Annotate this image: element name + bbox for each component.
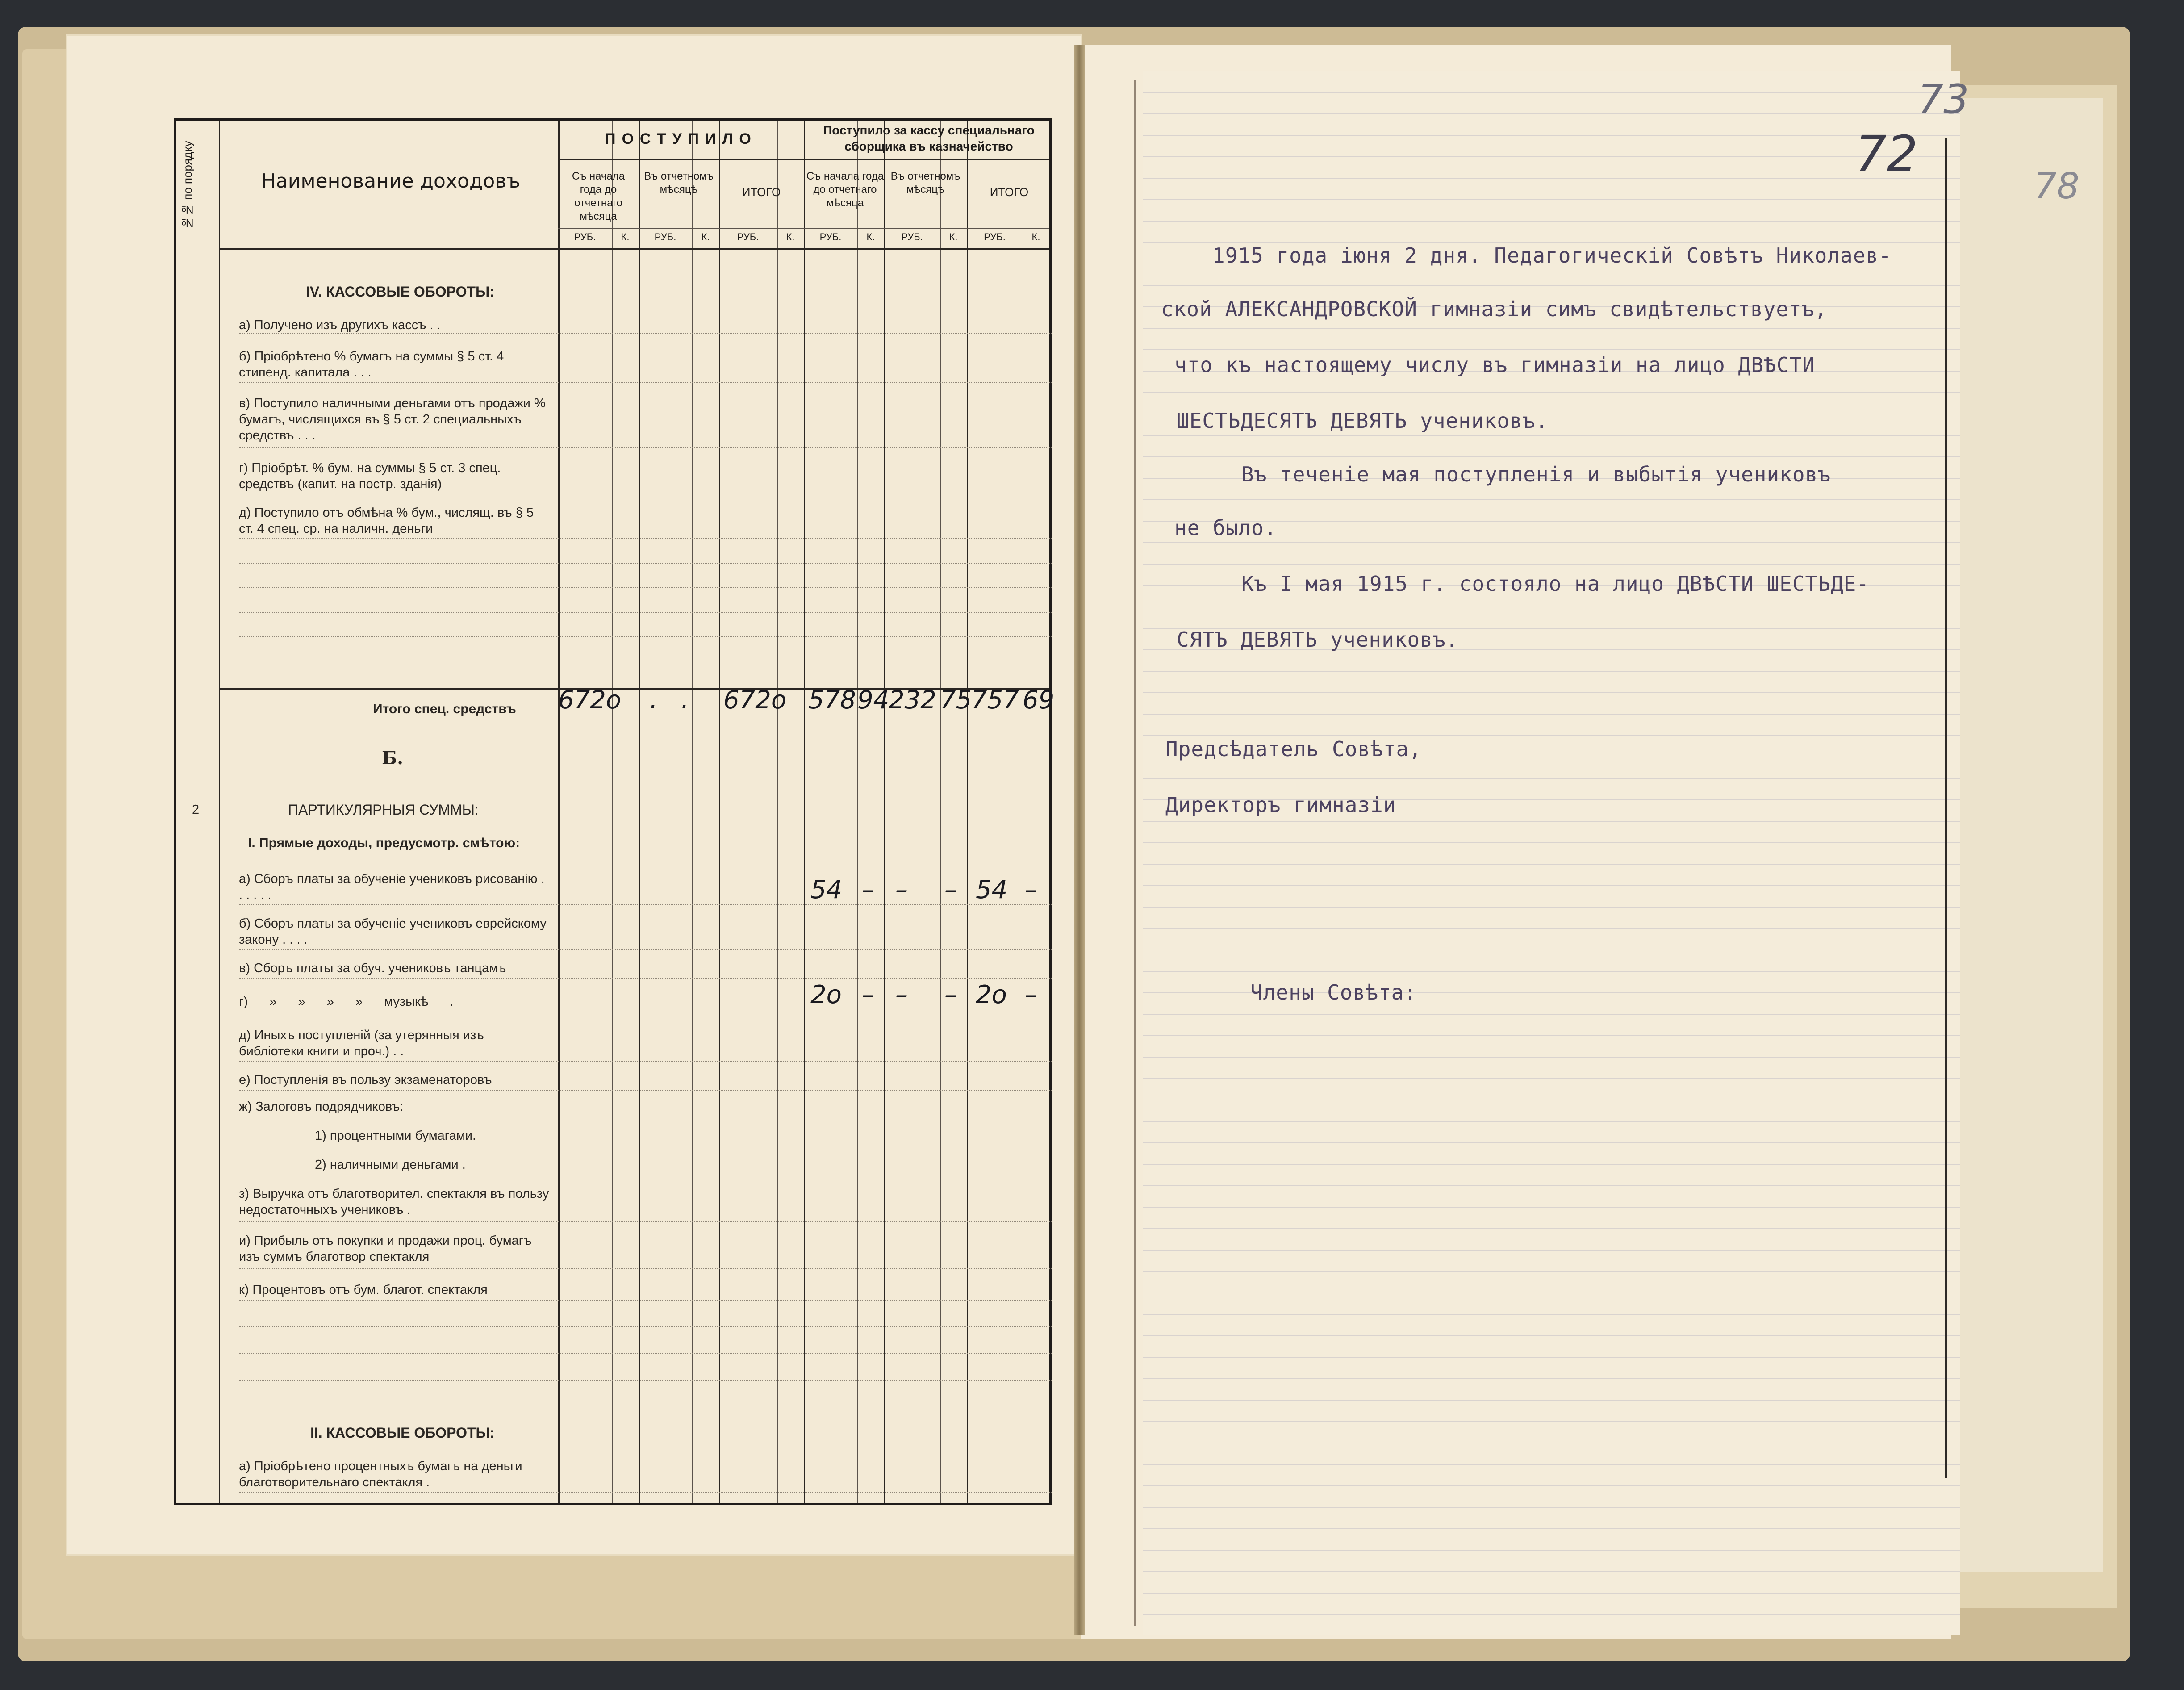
row-rule bbox=[239, 1221, 1052, 1222]
row-g-c6: 2о bbox=[976, 980, 1007, 1009]
row-iv-a: а) Получено изъ другихъ кассъ . . bbox=[239, 318, 441, 332]
row-rule bbox=[239, 587, 1052, 588]
folio-number-old: 72 bbox=[1855, 125, 1918, 182]
sub-report-month-2: Въ отчетномъ мѣсяцѣ bbox=[890, 170, 960, 196]
row-a-c6: 54 bbox=[976, 875, 1008, 904]
row-g-c4k: – bbox=[862, 980, 874, 1009]
row-rule bbox=[239, 382, 1052, 383]
row-rule bbox=[239, 1090, 1052, 1091]
rub-label: РУБ. bbox=[574, 231, 596, 243]
col-divider bbox=[719, 121, 720, 1503]
letter-line-3: что къ настоящему числу въ гимназіи на лицо ДВѢСТИ bbox=[1174, 353, 1815, 377]
row-rule bbox=[239, 447, 1052, 448]
header-rule bbox=[558, 159, 1049, 160]
row-rule bbox=[239, 1353, 1052, 1354]
section-iv-title: IV. КАССОВЫЕ ОБОРОТЫ: bbox=[306, 284, 495, 300]
sub-total: ИТОГО bbox=[742, 185, 781, 199]
row-a-c4: 54 bbox=[810, 875, 843, 904]
total-c2k-dot: . bbox=[681, 686, 689, 715]
row-iv-v: в) Поступило наличными деньгами отъ продажи % бумагъ, числящихся въ § 5 ст. 2 специальныхъ средствъ . . . bbox=[239, 396, 546, 443]
row-rule bbox=[239, 538, 1052, 539]
letter-line-6: не было. bbox=[1174, 516, 1277, 540]
sub-report-month: Въ отчетномъ мѣсяцѣ bbox=[644, 170, 714, 196]
col-divider bbox=[804, 121, 805, 1503]
kop-label: К. bbox=[621, 231, 630, 243]
total-c3: 672о bbox=[723, 686, 787, 715]
row-g-c6k: – bbox=[1025, 980, 1037, 1009]
book-spine bbox=[1074, 45, 1085, 1635]
row-g-c4: 2о bbox=[810, 980, 842, 1009]
row-g-c5k: – bbox=[944, 980, 957, 1009]
kop-label: К. bbox=[866, 231, 875, 243]
row-b-e: е) Поступленія въ пользу экзаменаторовъ bbox=[239, 1073, 492, 1087]
total-c5-kop: 75 bbox=[940, 686, 972, 715]
row-b-a: а) Сборъ платы за обученіе учениковъ рисованію . . . . . . bbox=[239, 872, 545, 902]
letter-line-4: ШЕСТЬДЕСЯТЪ ДЕВЯТЬ учениковъ. bbox=[1177, 409, 1549, 433]
col-divider bbox=[219, 121, 220, 1503]
group-treasury-header: Поступило за кассу специальнаго сборщика въ казначейство bbox=[823, 123, 1035, 153]
letter-line-5: Въ теченіе мая поступленія и выбытія учениковъ bbox=[1241, 462, 1831, 486]
section-b-i: I. Прямые доходы, предусмотр. смѣтою: bbox=[248, 836, 520, 850]
members-signature-line: Члены Совѣта: bbox=[1250, 980, 1417, 1004]
row-a-c5k: – bbox=[944, 875, 957, 904]
row-iv-d: д) Поступило отъ обмѣна % бум., числящ. въ § 5 ст. 4 спец. ср. на наличн. деньги bbox=[239, 506, 534, 536]
folio-number-new: 73 bbox=[1918, 76, 1969, 123]
row-rule bbox=[239, 978, 1052, 979]
chairman-signature-line: Предсѣдатель Совѣта, bbox=[1165, 737, 1422, 761]
total-c4-kop: 94 bbox=[857, 686, 889, 715]
rub-label: РУБ. bbox=[901, 231, 923, 243]
row-rule bbox=[239, 1268, 1052, 1269]
col-divider bbox=[884, 121, 885, 1503]
rub-label: РУБ. bbox=[819, 231, 842, 243]
right-frame-line bbox=[1945, 138, 1947, 1478]
row-rule bbox=[239, 1326, 1052, 1327]
kop-label: К. bbox=[701, 231, 710, 243]
row-b-i: и) Прибыль отъ покупки и продажи проц. бумагъ изъ суммъ благотвор спектакля bbox=[239, 1234, 532, 1264]
row-b-d: д) Иныхъ поступленій (за утерянныя изъ библіотеки книги и проч.) . . bbox=[239, 1028, 484, 1058]
row-g-c5: – bbox=[895, 980, 908, 1009]
section-b-letter: Б. bbox=[382, 748, 404, 769]
rub-label: РУБ. bbox=[654, 231, 676, 243]
margin-line bbox=[1134, 80, 1136, 1626]
row-rule bbox=[239, 1300, 1052, 1301]
kop-label: К. bbox=[949, 231, 958, 243]
director-signature-line: Директоръ гимназіи bbox=[1165, 793, 1396, 817]
row-b-v: в) Сборъ платы за обуч. учениковъ танцамъ bbox=[239, 961, 506, 975]
row-rule bbox=[239, 1492, 1052, 1493]
letter-line-8: СЯТЪ ДЕВЯТЬ учениковъ. bbox=[1177, 627, 1459, 652]
row-rule bbox=[239, 949, 1052, 950]
col-divider bbox=[857, 121, 858, 1503]
sub-start-year: Съ начала года до отчетнаго мѣсяца bbox=[572, 170, 625, 222]
total-special-label: Итого спец. средствъ bbox=[373, 702, 516, 716]
row-number-2: 2 bbox=[192, 803, 200, 817]
row-rule bbox=[239, 333, 1052, 334]
kop-label: К. bbox=[1031, 231, 1040, 243]
folio-number-back: 78 bbox=[2034, 165, 2080, 207]
letter-line-2: ской АЛЕКСАНДРОВСКОЙ гимназіи симъ свидѣтельствуетъ, bbox=[1161, 297, 1828, 321]
sub-total-2: ИТОГО bbox=[990, 185, 1029, 199]
row-b-zh-2: 2) наличными деньгами . bbox=[315, 1158, 466, 1172]
col-divider bbox=[558, 121, 560, 1503]
total-c2-dot: . bbox=[650, 686, 658, 715]
row-a-c5: – bbox=[895, 875, 908, 904]
total-c6-kop: 69 bbox=[1023, 686, 1055, 715]
section-b-title: ПАРТИКУЛЯРНЫЯ СУММЫ: bbox=[288, 802, 479, 818]
income-form-table bbox=[174, 118, 1055, 1505]
header-rule bbox=[558, 228, 1049, 229]
row-b-k: к) Процентовъ отъ бум. благот. спектакля bbox=[239, 1283, 488, 1297]
row-b-g: г) » » » » музыкѣ . bbox=[239, 995, 454, 1009]
col-num-header: №№ по порядку bbox=[181, 141, 194, 230]
row-a-c4k: – bbox=[862, 875, 874, 904]
col-name-header: Наименование доходовъ bbox=[261, 170, 521, 192]
row-b-b: б) Сборъ платы за обученіе учениковъ еврейскому закону . . . . bbox=[239, 916, 547, 947]
col-divider bbox=[639, 121, 640, 1503]
row-b-zh: ж) Залоговъ подрядчиковъ: bbox=[239, 1100, 404, 1114]
row-rule bbox=[239, 904, 1052, 905]
row-rule bbox=[239, 1380, 1052, 1381]
row-b-zh-1: 1) процентными бумагами. bbox=[315, 1129, 476, 1143]
row-iv-b: б) Пріобрѣтено % бумагъ на суммы § 5 ст. 4 стипенд. капитала . . . bbox=[239, 349, 504, 380]
row-rule bbox=[239, 563, 1052, 564]
total-c1: 672о bbox=[558, 686, 622, 715]
section-ii-title: II. КАССОВЫЕ ОБОРОТЫ: bbox=[310, 1425, 495, 1441]
rub-label: РУБ. bbox=[737, 231, 759, 243]
col-divider bbox=[967, 121, 968, 1503]
rub-label: РУБ. bbox=[984, 231, 1006, 243]
kop-label: К. bbox=[786, 231, 795, 243]
row-iv-g: г) Пріобрѣт. % бум. на суммы § 5 ст. 3 спец. средствъ (капит. на постр. зданія) bbox=[239, 461, 501, 491]
col-divider bbox=[692, 121, 693, 1503]
header-bottom-rule bbox=[219, 248, 1049, 250]
total-c6-rub: 757 bbox=[971, 686, 1019, 715]
row-ii-a: а) Пріобрѣтено процентныхъ бумагъ на деньги благотворительнаго спектакля . bbox=[239, 1459, 522, 1489]
group-received-header: ПОСТУПИЛО bbox=[605, 130, 757, 147]
total-c4-rub: 578 bbox=[808, 686, 856, 715]
letter-line-7: Къ I мая 1915 г. состояло на лицо ДВѢСТИ ШЕСТЬДЕ- bbox=[1241, 572, 1870, 596]
letter-line-1: 1915 года іюня 2 дня. Педагогическій Совѣтъ Николаев- bbox=[1212, 243, 1892, 268]
row-rule bbox=[239, 636, 1052, 637]
total-c5-rub: 232 bbox=[889, 686, 936, 715]
col-divider bbox=[612, 121, 613, 1503]
row-rule bbox=[239, 1061, 1052, 1062]
row-b-z: з) Выручка отъ благотворител. спектакля въ пользу недостаточныхъ учениковъ . bbox=[239, 1187, 549, 1217]
col-divider bbox=[777, 121, 778, 1503]
row-a-c6k: – bbox=[1025, 875, 1037, 904]
row-rule bbox=[239, 612, 1052, 613]
sub-start-year-2: Съ начала года до отчетнаго мѣсяца bbox=[806, 170, 884, 209]
col-divider bbox=[940, 121, 941, 1503]
